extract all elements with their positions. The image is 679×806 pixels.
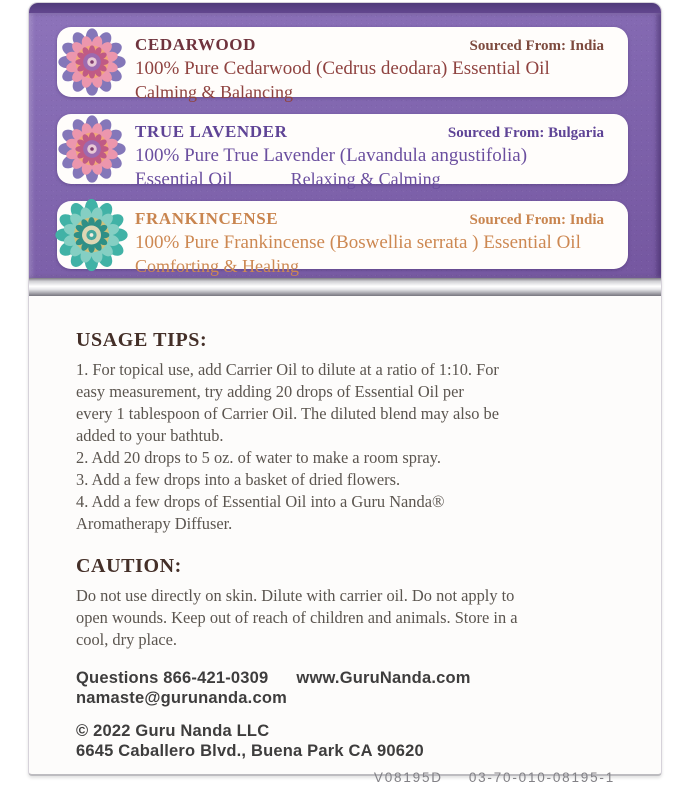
usage-item-1: 1. For topical use, add Carrier Oil to dilute at a ratio of 1:10. For easy measurement, try adding 20 drops of Essential Oil per every 1 tablespoon of Carrier Oil. The diluted blend may also be added to your bathtub. bbox=[76, 360, 500, 445]
oil-tagline: Relaxing & Calming bbox=[290, 169, 441, 189]
oil-tagline: Comforting & Healing bbox=[135, 256, 299, 276]
batch-code: V08195D bbox=[373, 770, 443, 785]
oil-description: 100% Pure Frankincense (Boswellia serrata ) Essential Oil bbox=[135, 232, 581, 253]
sourced-from-label: Sourced From: Bulgaria bbox=[447, 125, 604, 141]
box-top-edge bbox=[29, 3, 661, 13]
oil-name: FRANKINCENSE bbox=[135, 209, 279, 228]
oil-description: 100% Pure Cedarwood (Cedrus deodara) Essential Oil bbox=[135, 58, 550, 79]
cedarwood-mandala-icon bbox=[58, 28, 126, 96]
oil-card-cedarwood bbox=[57, 27, 628, 102]
oil-description: 100% Pure True Lavender (Lavandula angustifolia) bbox=[135, 145, 528, 166]
caution-text: Do not use directly on skin. Dilute with carrier oil. Do not apply to open wounds. Keep out of reach of children and animals. Store in a cool, dry place. bbox=[76, 586, 518, 649]
oils-list-panel bbox=[29, 13, 661, 278]
oil-name: CEDARWOOD bbox=[135, 35, 256, 54]
sourced-from-label: Sourced From: India bbox=[469, 38, 604, 54]
website-url: www.GuruNanda.com bbox=[296, 669, 471, 687]
sourced-from-label: Sourced From: India bbox=[469, 212, 604, 228]
copyright-text: © 2022 Guru Nanda LLC bbox=[76, 722, 270, 740]
contact-phone: Questions 866-421-0309 bbox=[76, 669, 269, 687]
sku-code: 03-70-010-08195-1 bbox=[468, 770, 615, 785]
usage-item-3: 3. Add a few drops into a basket of dried flowers. bbox=[76, 470, 401, 489]
oil-name: TRUE LAVENDER bbox=[135, 122, 288, 141]
oil-tagline: Calming & Balancing bbox=[135, 82, 293, 102]
usage-tips-heading: USAGE TIPS: bbox=[76, 329, 208, 351]
caution-section bbox=[76, 554, 615, 651]
silver-divider bbox=[29, 278, 661, 296]
usage-item-4: 4. Add a few drops of Essential Oil into a Guru Nanda® Aromatherapy Diffuser. bbox=[76, 492, 445, 533]
usage-item-2: 2. Add 20 drops to 5 oz. of water to make a room spray. bbox=[76, 448, 441, 467]
contact-email: namaste@gurunanda.com bbox=[76, 689, 287, 707]
caution-heading: CAUTION: bbox=[76, 555, 182, 577]
oil-description-line2: Essential Oil bbox=[135, 169, 233, 190]
address-text: 6645 Caballero Blvd., Buena Park CA 90620 bbox=[76, 742, 424, 760]
info-panel bbox=[29, 296, 661, 806]
oil-card-frankincense bbox=[57, 201, 628, 276]
legal-section bbox=[76, 721, 615, 761]
lavender-mandala-icon bbox=[58, 115, 126, 183]
contact-section bbox=[76, 668, 615, 708]
oil-card-true-lavender bbox=[57, 114, 628, 190]
product-box-back-panel bbox=[28, 2, 662, 785]
frankincense-mandala-icon bbox=[55, 199, 128, 272]
product-codes bbox=[76, 770, 615, 785]
